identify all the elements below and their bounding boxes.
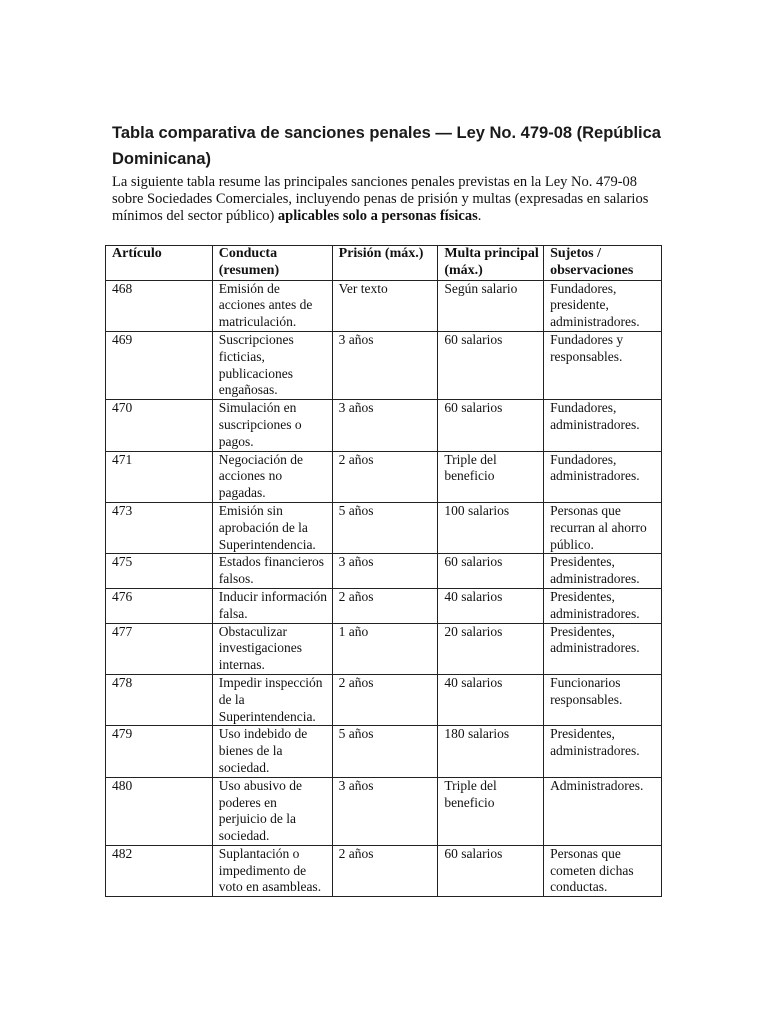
table-row [106, 674, 662, 725]
conducta-cell: Inducir información falsa. [212, 588, 332, 623]
prision-cell: 5 años [332, 502, 438, 553]
multa-cell: 60 salarios [438, 554, 544, 589]
header-prision: Prisión (máx.) [332, 246, 438, 281]
multa-cell: 40 salarios [438, 588, 544, 623]
sujetos-cell: Administradores. [544, 777, 662, 845]
sujetos-cell: Fundadores y responsables. [544, 331, 662, 399]
articulo-cell: 469 [106, 331, 213, 399]
articulo-cell: 468 [106, 280, 213, 331]
multa-cell: 60 salarios [438, 845, 544, 896]
multa-cell: Triple del beneficio [438, 777, 544, 845]
articulo-cell: 477 [106, 623, 213, 674]
prision-cell: 2 años [332, 674, 438, 725]
articulo-cell: 482 [106, 845, 213, 896]
articulo-cell: 473 [106, 502, 213, 553]
sujetos-cell: Presidentes, administradores. [544, 623, 662, 674]
intro-text: La siguiente tabla resume las principales sanciones penales previstas en la Ley No. 479-08 sobre Sociedades Comerciales, incluyendo penas de prisión y multas (expresadas en salarios mínimos del sector público) [112, 174, 649, 224]
conducta-cell: Obstaculizar investigaciones internas. [212, 623, 332, 674]
prision-cell: 2 años [332, 451, 438, 502]
conducta-cell: Estados financieros falsos. [212, 554, 332, 589]
header-articulo: Artículo [106, 246, 213, 281]
prision-cell: 3 años [332, 400, 438, 451]
articulo-cell: 479 [106, 726, 213, 777]
conducta-cell: Emisión de acciones antes de matriculación. [212, 280, 332, 331]
sanctions-table [105, 245, 662, 897]
table-body [106, 280, 662, 897]
conducta-cell: Uso indebido de bienes de la sociedad. [212, 726, 332, 777]
table-row [106, 845, 662, 896]
conducta-cell: Suplantación o impedimento de voto en asambleas. [212, 845, 332, 896]
intro-bold-text: aplicables solo a personas físicas [277, 208, 478, 224]
table-row [106, 588, 662, 623]
conducta-cell: Uso abusivo de poderes en perjuicio de la sociedad. [212, 777, 332, 845]
articulo-cell: 471 [106, 451, 213, 502]
table-row [106, 502, 662, 553]
table-row [106, 777, 662, 845]
header-conducta: Conducta (resumen) [212, 246, 332, 281]
multa-cell: 180 salarios [438, 726, 544, 777]
sujetos-cell: Personas que recurran al ahorro público. [544, 502, 662, 553]
table-row [106, 451, 662, 502]
multa-cell: 20 salarios [438, 623, 544, 674]
table-row [106, 726, 662, 777]
articulo-cell: 470 [106, 400, 213, 451]
table-row [106, 554, 662, 589]
multa-cell: Triple del beneficio [438, 451, 544, 502]
articulo-cell: 478 [106, 674, 213, 725]
prision-cell: 2 años [332, 588, 438, 623]
header-sujetos: Sujetos / observaciones [544, 246, 662, 281]
prision-cell: 1 año [332, 623, 438, 674]
multa-cell: Según salario [438, 280, 544, 331]
conducta-cell: Simulación en suscripciones o pagos. [212, 400, 332, 451]
sujetos-cell: Presidentes, administradores. [544, 554, 662, 589]
intro-paragraph [112, 174, 660, 225]
prision-cell: 3 años [332, 777, 438, 845]
sujetos-cell: Funcionarios responsables. [544, 674, 662, 725]
sujetos-cell: Presidentes, administradores. [544, 588, 662, 623]
intro-end: . [477, 208, 482, 224]
articulo-cell: 480 [106, 777, 213, 845]
conducta-cell: Negociación de acciones no pagadas. [212, 451, 332, 502]
document-title: Tabla comparativa de sanciones penales — Ley No. 479-08 (República Dominicana) [112, 124, 661, 168]
conducta-cell: Emisión sin aprobación de la Superintendencia. [212, 502, 332, 553]
multa-cell: 60 salarios [438, 331, 544, 399]
table-row [106, 623, 662, 674]
prision-cell: Ver texto [332, 280, 438, 331]
sujetos-cell: Personas que cometen dichas conductas. [544, 845, 662, 896]
prision-cell: 2 años [332, 845, 438, 896]
multa-cell: 60 salarios [438, 400, 544, 451]
table-row [106, 280, 662, 331]
conducta-cell: Suscripciones ficticias, publicaciones engañosas. [212, 331, 332, 399]
prision-cell: 3 años [332, 554, 438, 589]
conducta-cell: Impedir inspección de la Superintendencia. [212, 674, 332, 725]
table-row [106, 331, 662, 399]
articulo-cell: 476 [106, 588, 213, 623]
sujetos-cell: Presidentes, administradores. [544, 726, 662, 777]
sujetos-cell: Fundadores, administradores. [544, 400, 662, 451]
header-multa: Multa principal (máx.) [438, 246, 544, 281]
table-row [106, 400, 662, 451]
sujetos-cell: Fundadores, presidente, administradores. [544, 280, 662, 331]
sujetos-cell: Fundadores, administradores. [544, 451, 662, 502]
prision-cell: 5 años [332, 726, 438, 777]
table-header-row [106, 246, 662, 281]
multa-cell: 100 salarios [438, 502, 544, 553]
prision-cell: 3 años [332, 331, 438, 399]
articulo-cell: 475 [106, 554, 213, 589]
multa-cell: 40 salarios [438, 674, 544, 725]
document-body [112, 120, 672, 225]
